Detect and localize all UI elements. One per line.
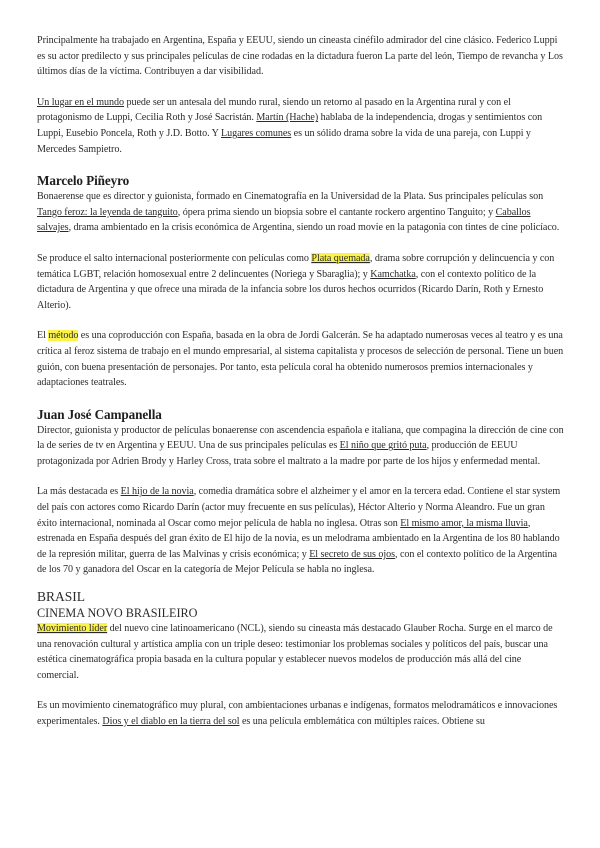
link-dios-y-el-diablo[interactable]: Dios y el diablo en la tierra del sol: [102, 716, 240, 727]
link-el-hijo-de-la-novia[interactable]: El hijo de la novia: [120, 486, 194, 498]
paragraph-cinema-novo: [37, 621, 565, 683]
paragraph-pineyro-bio: [37, 189, 565, 236]
text-segment: es una coproducción con España, basada en la obra de Jordi Galcerán. Se ha adaptado numerosas veces al teatro y es una crítica al feroz sistema de trabajo en el mundo empresarial, al sistema capitalista y procesos de selección de personal. Tiene un buen guión, con buena presentación de personajes. Por tanto, esta película coral ha obtenido numerosos premios internacionales y adaptaciones teatrales.: [37, 330, 564, 389]
text-segment: , drama sobre corrupción y delincuencia y con temática LGBT, relación homosexual entre 2 delincuentes (Noriega y Sbaraglia); y: [37, 252, 555, 280]
link-plata-quemada[interactable]: Plata quemada: [311, 252, 370, 264]
paragraph-intro-luppi: Principalmente ha trabajado en Argentina, España y EEUU, siendo un cineasta cinéfilo admirador del cine clásico. Federico Luppi es su actor predilecto y sus principales películas de cine rodadas en la dictadura fueron La parte del león, Tiempo de revancha y Los últimos días de la víctima. Contribuyen a dar visibilidad.: [37, 35, 563, 78]
text-segment: , estrenada en España después del gran éxito de El hijo de la novia, es un melodrama ambientado en la Argentina de los 80 hablando de la represión militar, guerra de las Malvinas y crisis económica; y: [37, 517, 560, 560]
text-segment: El: [37, 330, 49, 342]
text-segment: , con el contexto político de la dictadura de Argentina y que ofrece una mirada de la infancia sobre los duros hechos ocurridos (Ricardo Darín, Roth y Ernesto Alterio).: [37, 268, 544, 311]
text-segment: Director, guionista y productor de películas bonaerense con ascendencia española e italiana, que compagina la dirección de cine con la de series de tv en Argentina y EEUU. Una de sus principales películas es: [37, 424, 564, 452]
link-martin-hache[interactable]: Martín (Hache): [256, 112, 319, 124]
text-segment: , ópera prima siendo un biopsia sobre el cantante rockero argentino Tanguito; y: [177, 206, 496, 218]
link-lugares-comunes[interactable]: Lugares comunes: [221, 127, 292, 139]
heading-brasil: BRASIL: [37, 589, 86, 605]
text-segment: , producción de EEUU protagonizada por Adrien Brody y Harley Cross, trata sobre el maltrato a la madre por parte de los hijos y enfermedad mental.: [37, 440, 541, 467]
paragraph-movimiento-plural: [37, 698, 565, 729]
link-un-lugar-en-el-mundo[interactable]: Un lugar en el mundo: [37, 96, 125, 108]
text-segment: , comedia dramática sobre el alzheimer y el amor en la tercera edad. Contiene el star system del país con actores como Ricardo Darín (actor muy frecuente en sus películas), Héctor Alterio y Norma Aleandro. Fue un gran éxito internacional, nominada al Oscar como mejor película de habla no inglesa. Otras son: [37, 486, 561, 529]
text-segment: La más destacada es: [37, 486, 121, 498]
text-segment: Se produce el salto internacional posteriormente con películas como: [37, 252, 312, 264]
link-kamchatka[interactable]: Kamchatka: [370, 268, 416, 280]
text-segment: del nuevo cine latinoamericano (NCL), siendo su cineasta más destacado Glauber Rocha. Surge en el marco de una renovación cultural y artística amplia con un triple deseo: testimoniar los problemas sociales y políticos del país, buscar una estética cinematográfica propia basada en la cultura popular y establecer nuevos modelos de producción más allá del cine comercial.: [37, 623, 553, 681]
paragraph-films-aristarain: [37, 95, 565, 157]
heading-cinema-novo: CINEMA NOVO BRASILEIRO: [37, 606, 198, 621]
paragraph-campanella-films: [37, 484, 565, 578]
text-segment: puede ser un antesala del mundo rural, siendo un retorno al pasado en la Argentina rural y con el protagonismo de Luppi, Cecilia Roth y José Sacristán.: [37, 96, 511, 124]
text-segment: es una película emblemática con múltiples raíces. Obtiene su: [239, 716, 485, 727]
heading-marcelo-pineyro: Marcelo Piñeyro: [37, 173, 130, 189]
paragraph-pineyro-international: [37, 251, 565, 313]
text-segment: Bonaerense que es director y guionista, formado en Cinematografía en la Universidad de la Plata. Sus principales películas son: [37, 191, 544, 203]
link-tango-feroz[interactable]: Tango feroz: la leyenda de tanguito: [37, 206, 178, 218]
text-segment: es un sólido drama sobre la vida de una pareja, con Luppi y Mercedes Sampietro.: [37, 127, 531, 155]
document-page: [37, 33, 565, 730]
paragraph-campanella-bio: [37, 423, 565, 470]
text-segment: , con el contexto político de la Argentina de los 70 y ganadora del Oscar en la categoría de Mejor Película se habla no inglesa.: [37, 548, 557, 576]
link-el-nino-que-grito-puta[interactable]: El niño que gritó puta: [339, 440, 427, 452]
link-el-mismo-amor[interactable]: El mismo amor, la misma lluvia: [400, 517, 528, 529]
link-caballos-salvajes[interactable]: Caballos salvajes: [37, 206, 531, 234]
paragraph-el-metodo: [37, 328, 565, 390]
link-movimiento-lider[interactable]: Movimiento líder: [37, 623, 108, 635]
heading-juan-jose-campanella: Juan José Campanella: [37, 406, 162, 422]
text-segment: , drama ambientado en la crisis económica de Argentina, siendo un road movie en la patagonia con tintes de cine policíaco.: [68, 222, 560, 234]
text-segment: Es un movimiento cinematográfico muy plural, con ambientaciones urbanas e indígenas, formatos melodramáticos e innovaciones experimentales.: [37, 700, 558, 727]
highlight-metodo: método: [48, 330, 79, 342]
text-segment: hablaba de la independencia, drogas y sentimientos con Luppi, Eusebio Poncela, Roth y J.D. Botto. Y: [37, 112, 543, 139]
link-el-secreto-de-sus-ojos[interactable]: El secreto de sus ojos: [309, 548, 395, 560]
